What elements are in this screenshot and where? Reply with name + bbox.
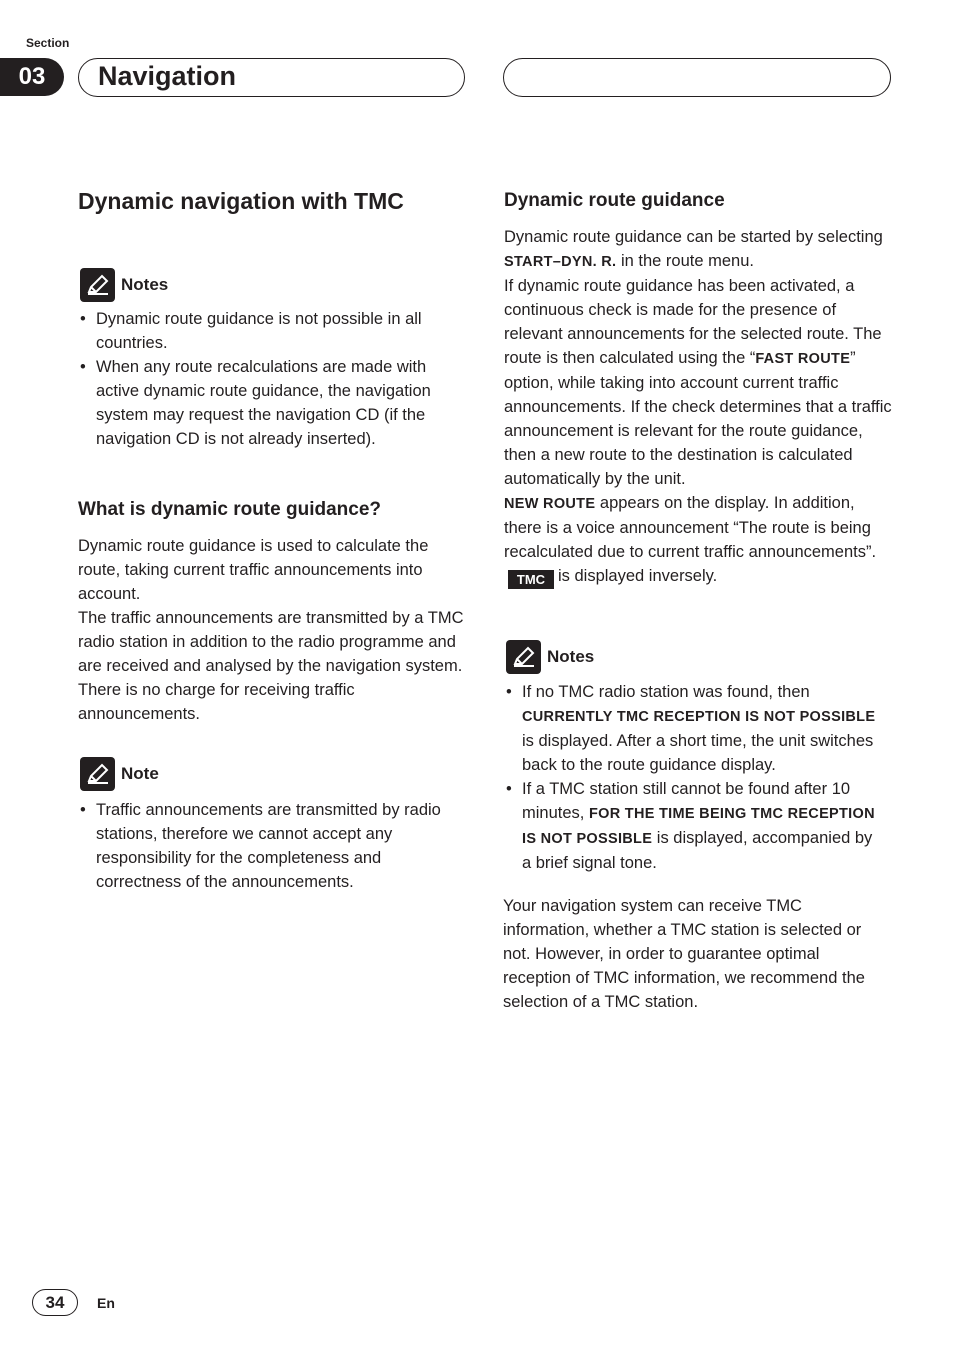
list-item: • When any route recalculations are made with active dynamic route guidance, the navigation system may request the navigation CD (if the navigation CD is not already inserted). (80, 355, 466, 451)
paragraph (504, 274, 892, 491)
notes-title: Notes (547, 647, 595, 666)
text-run: in the route menu. (616, 252, 754, 270)
text-run: If dynamic route guidance has been activated, a continuous check is made for the presence of relevant announcements for the selected route. The route is then calculated using the “ (504, 277, 882, 367)
notes-list (506, 680, 886, 875)
notes-list (80, 307, 466, 451)
pencil-icon (80, 757, 115, 791)
empty-header-box (503, 58, 891, 97)
paragraph (504, 225, 892, 274)
text-run: appears on the display. In addition, there is a voice announcement “The route is being recalculated due to current traffic announcements”. (504, 494, 877, 561)
note-header (80, 757, 470, 791)
chapter-title-box (78, 58, 465, 97)
pencil-icon (80, 268, 115, 302)
pencil-icon (506, 640, 541, 674)
subheading: What is dynamic route guidance? (78, 499, 381, 520)
notes-block-3 (506, 640, 894, 875)
text-run: If no TMC radio station was found, then (522, 683, 810, 701)
paragraph: The traffic announcements are transmitted by a TMC radio station in addition to the radio programme and are received and analysed by the navigation system. There is no charge for receiving traffic announcements. (78, 609, 464, 723)
text-run: is displayed inversely. (558, 567, 718, 585)
section-heading: Dynamic navigation with TMC (78, 188, 404, 214)
list-item (506, 680, 886, 777)
paragraph: Dynamic route guidance is used to calculate the route, taking current traffic announcements into account. (78, 537, 429, 603)
section-label: Section (26, 36, 70, 50)
option-label: FAST ROUTE (755, 351, 851, 367)
text-run: ” option, while taking into account current traffic announcements. If the check determines that a traffic announcement is relevant for the route guidance, then a new route to the destination is calculated automatically by the unit. (504, 349, 892, 488)
page-number: 34 (32, 1289, 78, 1316)
language-code: En (97, 1295, 115, 1311)
note-block-2 (80, 757, 470, 894)
text-run: is displayed, accompanied by a brief signal tone. (522, 829, 873, 872)
display-message: NEW ROUTE (504, 496, 596, 512)
notes-header (80, 268, 470, 302)
notes-title: Notes (121, 275, 169, 294)
text-run: Dynamic route guidance can be started by selecting (504, 228, 883, 246)
list-item: • Traffic announcements are transmitted by radio stations, therefore we cannot accept any responsibility for the completeness and correctness of the announcements. (80, 798, 466, 894)
display-message: CURRENTLY TMC RECEPTION IS NOT POSSIBLE (522, 709, 876, 725)
note-title: Note (121, 764, 159, 783)
text-run: is displayed. After a short time, the unit switches back to the route guidance display. (522, 732, 874, 774)
text-run: If a TMC station still cannot be found after 10 minutes, (522, 780, 851, 822)
list-item: • Dynamic route guidance is not possible in all countries. (80, 307, 466, 355)
right-heading: Dynamic route guidance (504, 190, 725, 211)
intro-text (78, 534, 466, 726)
closing-paragraph: Your navigation system can receive TMC information, whether a TMC station is selected or not. However, in order to guarantee optimal reception of TMC information, we recommend the selection of a TMC station. (503, 897, 865, 1011)
route-guidance-text (504, 225, 892, 589)
notes-header (506, 640, 894, 674)
menu-option-label: START–DYN. R. (504, 254, 617, 270)
list-item (506, 777, 886, 875)
notes-block-1 (80, 268, 470, 451)
chapter-title: Navigation (98, 61, 237, 91)
section-number-tab: 03 (0, 58, 64, 96)
tmc-icon: TMC (508, 570, 554, 589)
display-message: FOR THE TIME BEING TMC RECEPTION IS NOT POSSIBLE (522, 806, 875, 847)
paragraph (504, 491, 892, 589)
note-list (80, 798, 466, 894)
